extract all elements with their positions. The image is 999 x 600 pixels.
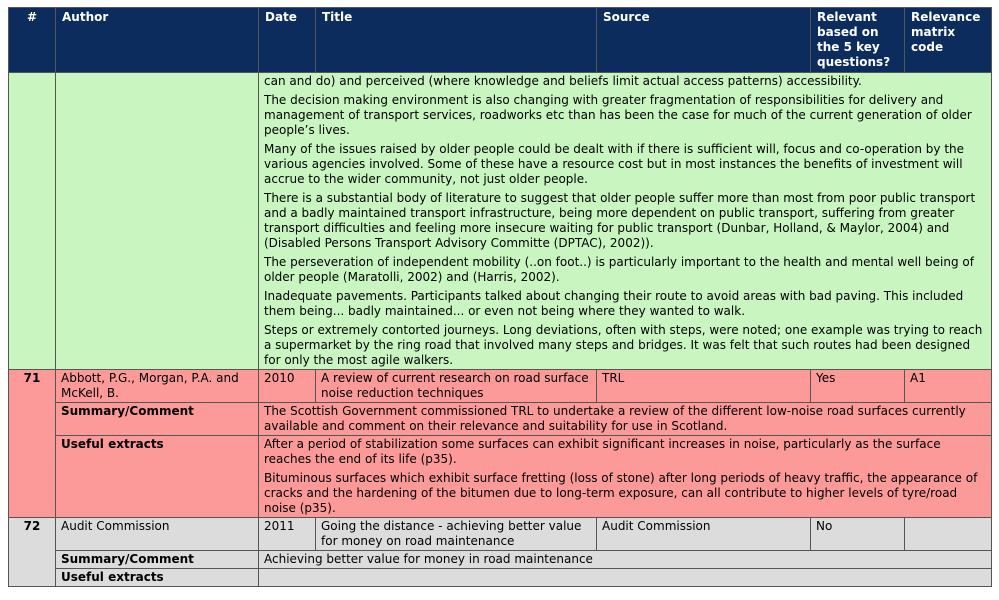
entry-72-summary-label: Summary/Comment [56,551,259,569]
header-source: Source [597,8,811,73]
extract-paragraph: There is a substantial body of literature to suggest that older people suffer more than most from poor public transport and a badly maintained transport infrastructure, being more dependent on public transport, suffering from greater transport difficulties and feeling more insecure waiting for public transport (Dunbar, Holland, & Maylor, 2004) and (Disabled Persons Transport Advisory Committe (DPTAC), 2002)). [264,191,976,250]
extract-paragraph: Bituminous surfaces which exhibit surface fretting (loss of stone) after long periods of heavy traffic, the appearance of cracks and the hardening of the bitumen due to long-term exposure, can all contribute to higher levels of tyre/road noise (p35). [264,471,978,515]
extract-paragraph: After a period of stabilization some surfaces can exhibit significant increases in noise, particularly as the surface reaches the end of its life (p35). [264,437,941,466]
entry-72-extracts-row [9,569,992,587]
entry-71-relevant: Yes [811,370,905,403]
header-code: Relevance matrix code [905,8,992,73]
entry-71-num: 71 [9,370,56,518]
entry-72-extracts [259,569,992,587]
continued-label-cell [56,73,259,370]
entry-71-extracts-row [9,436,992,518]
entry-72-summary: Achieving better value for money in road maintenance [259,551,992,569]
extract-paragraph: Steps or extremely contorted journeys. Long deviations, often with steps, were noted; one example was trying to reach a supermarket by the ring road that involved many steps and bridges. It was felt that such routes had been designed for only the most agile walkers. [264,323,983,367]
header-relevant: Relevant based on the 5 key questions? [811,8,905,73]
header-row [9,8,992,73]
entry-72-author: Audit Commission [56,518,259,551]
literature-review-table [8,7,992,587]
extract-paragraph: The decision making environment is also changing with greater fragmentation of responsibilities for delivery and management of transport services, roadworks etc than has been the case for much of the current generation of older people’s lives. [264,93,972,137]
entry-72-summary-row [9,551,992,569]
continued-extracts [259,73,992,370]
entry-71-title: A review of current research on road surface noise reduction techniques [316,370,597,403]
entry-71-summary: The Scottish Government commissioned TRL to undertake a review of the different low-noise road surfaces currently available and comment on their relevance and suitability for use in Scotland. [259,403,992,436]
entry-71-source: TRL [597,370,811,403]
entry-72-num: 72 [9,518,56,587]
extract-paragraph: can and do) and perceived (where knowledge and beliefs limit actual access patterns) accessibility. [264,74,862,88]
entry-72-code [905,518,992,551]
header-date: Date [259,8,316,73]
header-author: Author [56,8,259,73]
extract-paragraph: Many of the issues raised by older people could be dealt with if there is sufficient will, focus and co-operation by the various agencies involved. Some of these have a resource cost but in most instances the benefits of investment will accrue to the wider community, not just older people. [264,142,965,186]
entry-71-summary-label: Summary/Comment [56,403,259,436]
entry-71-extracts-label: Useful extracts [56,436,259,518]
entry-72-source: Audit Commission [597,518,811,551]
extract-paragraph: The perseveration of independent mobility (..on foot..) is particularly important to the health and mental well being of older people (Maratolli, 2002) and (Harris, 2002). [264,255,974,284]
entry-72-relevant: No [811,518,905,551]
header-num: # [9,8,56,73]
entry-71-row [9,370,992,403]
entry-72-row [9,518,992,551]
entry-72-date: 2011 [259,518,316,551]
entry-72-title: Going the distance - achieving better value for money on road maintenance [316,518,597,551]
entry-71-code: A1 [905,370,992,403]
entry-71-summary-row [9,403,992,436]
continued-num-cell [9,73,56,370]
header-title: Title [316,8,597,73]
extract-paragraph: Inadequate pavements. Participants talked about changing their route to avoid areas with bad paving. This included them being... badly maintained... or even not being where they wanted to walk. [264,289,964,318]
entry-72-extracts-label: Useful extracts [56,569,259,587]
entry-71-date: 2010 [259,370,316,403]
entry-71-author: Abbott, P.G., Morgan, P.A. and McKell, B. [56,370,259,403]
continued-extracts-row [9,73,992,370]
entry-71-extracts [259,436,992,518]
